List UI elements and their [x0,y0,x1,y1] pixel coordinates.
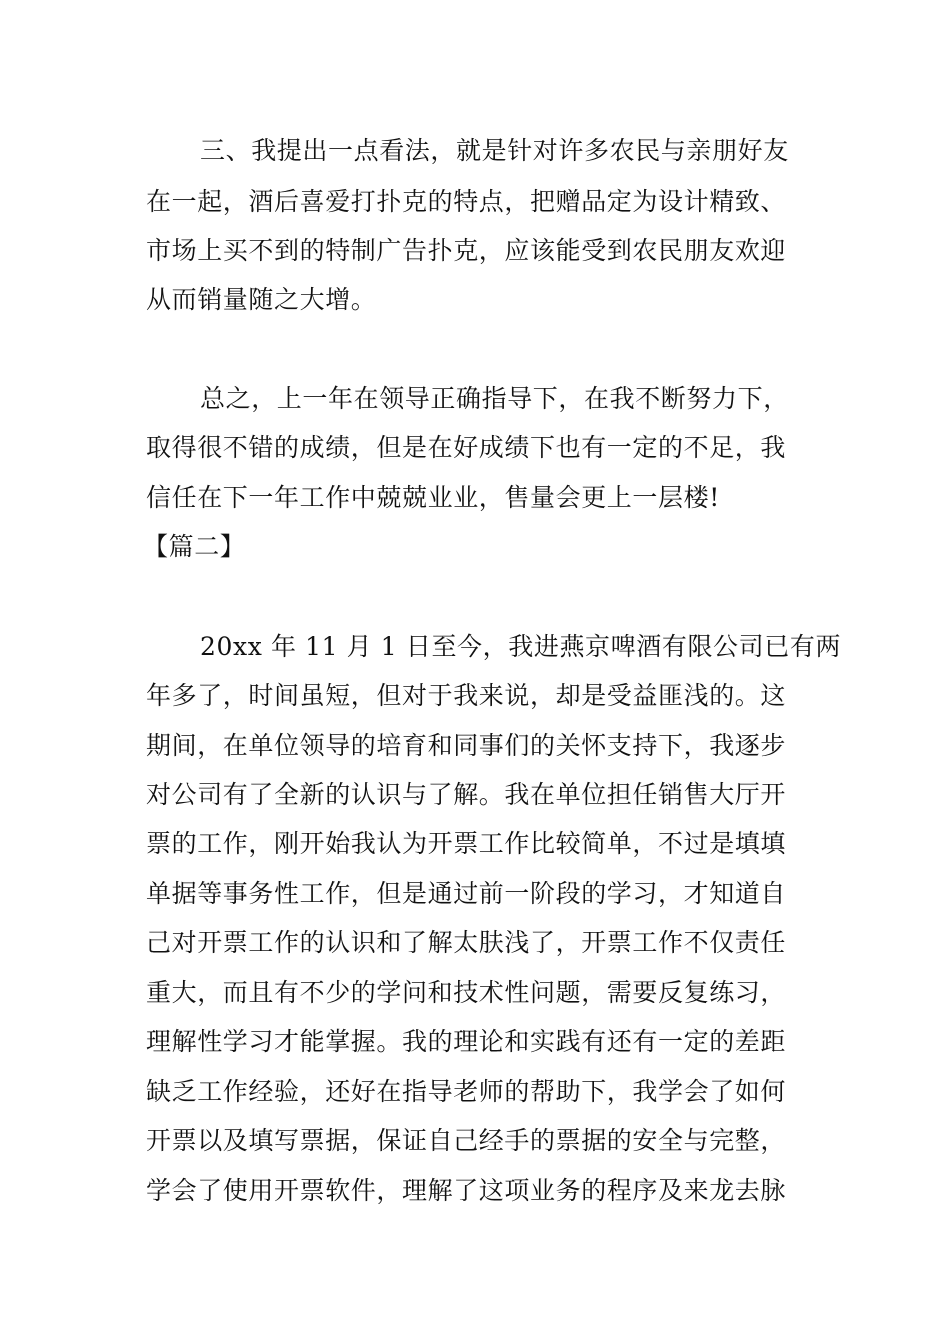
paragraph-3-line-7: 己对开票工作的认识和了解太肤浅了，开票工作不仅责任 [146,928,787,957]
paragraph-1-line-1: 三、我提出一点看法，就是针对许多农民与亲朋好友 [200,136,789,165]
paragraph-3-line-1: 20xx 年 11 月 1 日至今，我进燕京啤酒有限公司已有两 [200,632,842,661]
paragraph-3-line-8: 重大，而且有不少的学问和技术性问题，需要反复练习， [146,978,787,1007]
paragraph-3-line-3: 期间，在单位领导的培育和同事们的关怀支持下，我逐步 [146,731,787,760]
paragraph-3-line-10: 缺乏工作经验，还好在指导老师的帮助下，我学会了如何 [146,1077,787,1106]
paragraph-1-line-3: 市场上买不到的特制广告扑克，应该能受到农民朋友欢迎 [146,236,787,265]
paragraph-2-line-3: 信任在下一年工作中兢兢业业，售量会更上一层楼! [146,483,720,512]
paragraph-3-line-5: 票的工作，刚开始我认为开票工作比较简单，不过是填填 [146,829,787,858]
paragraph-1-line-2: 在一起，酒后喜爱打扑克的特点，把赠品定为设计精致、 [146,187,787,216]
paragraph-3-line-2: 年多了，时间虽短，但对于我来说，却是受益匪浅的。这 [146,681,787,710]
paragraph-3-line-9: 理解性学习才能掌握。我的理论和实践有还有一定的差距 [146,1027,787,1056]
paragraph-1-line-4: 从而销量随之大增。 [146,285,377,314]
paragraph-3-line-6: 单据等事务性工作，但是通过前一阶段的学习，才知道自 [146,879,787,908]
paragraph-3-line-4: 对公司有了全新的认识与了解。我在单位担任销售大厅开 [146,780,787,809]
paragraph-2-line-2: 取得很不错的成绩，但是在好成绩下也有一定的不足，我 [146,433,787,462]
section-heading: 【篇二】 [143,532,246,561]
paragraph-2-line-1: 总之，上一年在领导正确指导下，在我不断努力下， [200,384,789,413]
paragraph-3-line-12: 学会了使用开票软件，理解了这项业务的程序及来龙去脉 [146,1176,787,1205]
paragraph-3-line-11: 开票以及填写票据，保证自己经手的票据的安全与完整， [146,1126,787,1155]
